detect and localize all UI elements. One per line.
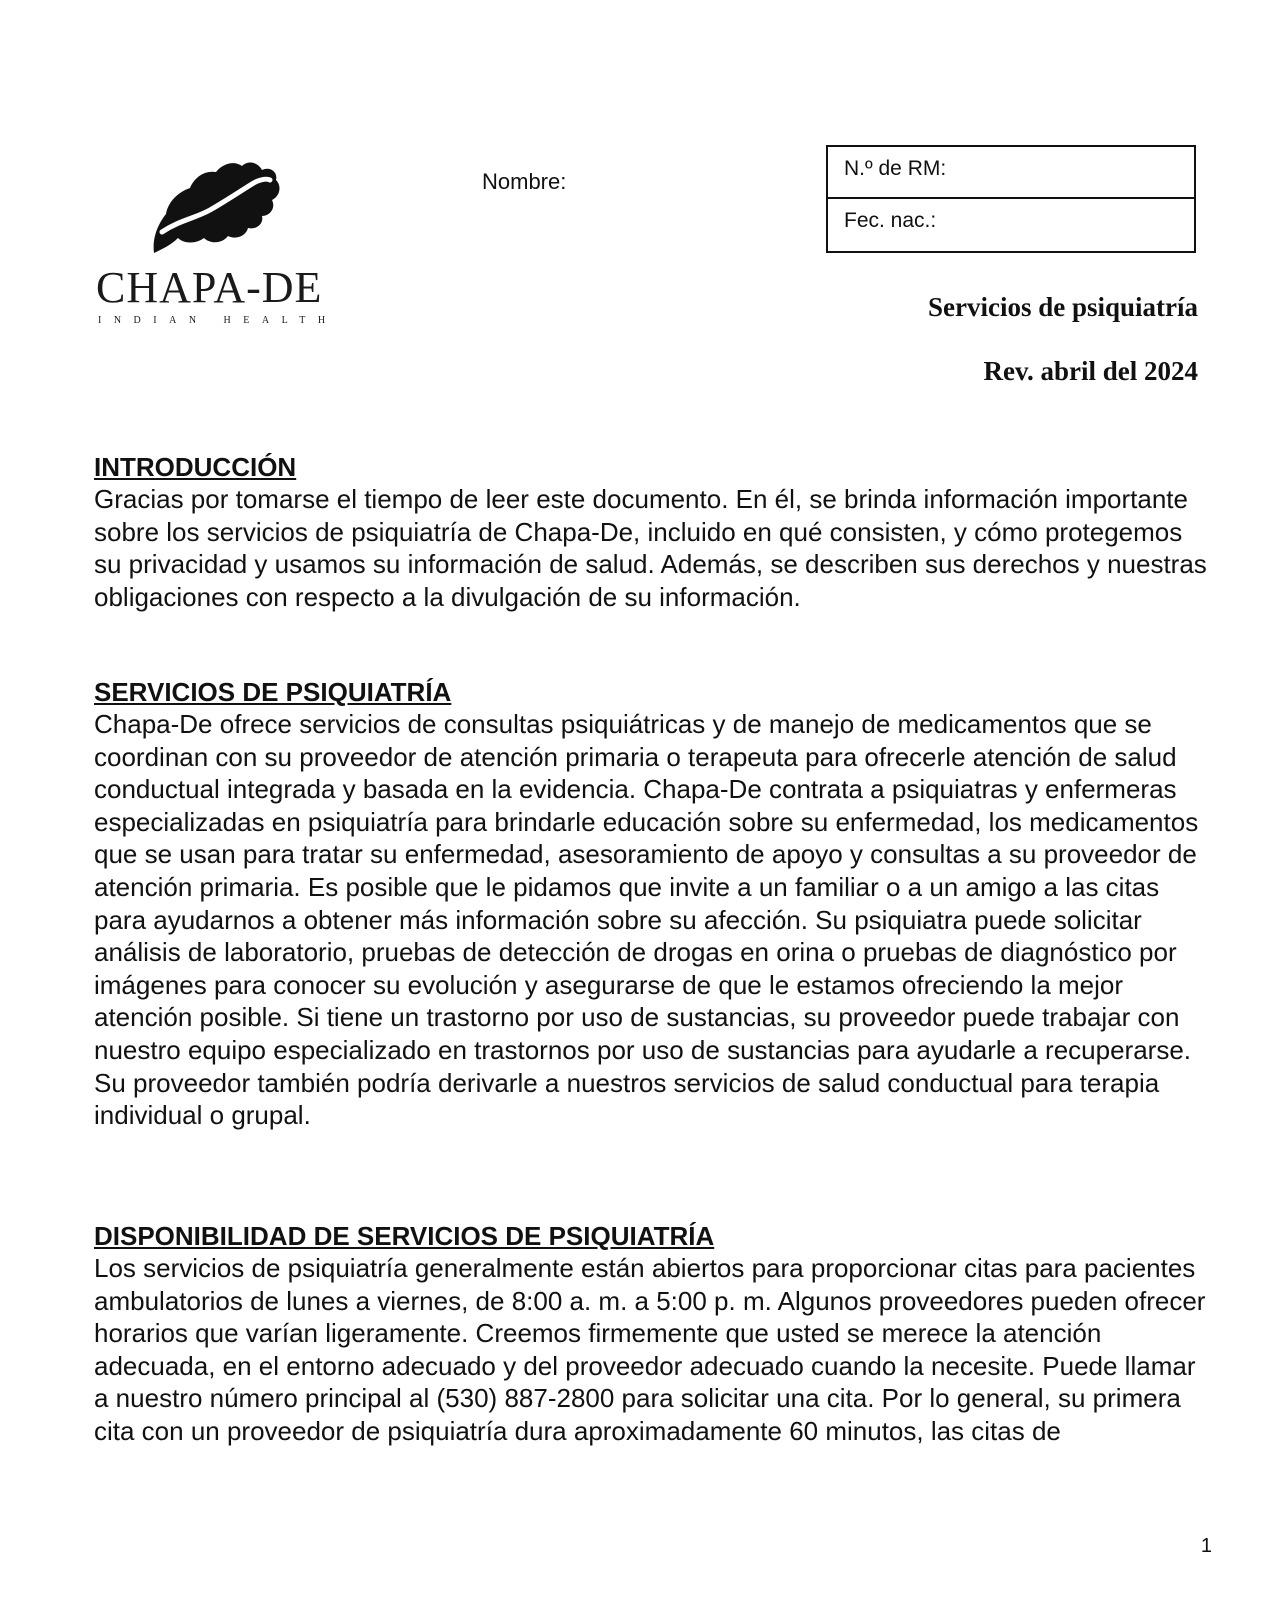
section-title: DISPONIBILIDAD DE SERVICIOS DE PSIQUIATRÍA	[94, 1221, 715, 1251]
section-title: INTRODUCCIÓN	[94, 452, 297, 482]
document-title: Servicios de psiquiatría	[927, 292, 1198, 322]
section-disponibilidad	[94, 1220, 1214, 1448]
section-body: Chapa-De ofrece servicios de consultas psiquiátricas y de manejo de medicamentos que se coordinan con su proveedor de atención primaria o terapeuta para ofrecerle atención de salud conductual integrada y basada en la evidencia. Chapa-De contrata a psiquiatras y enfermeras especializadas en psiquiatría para brindarle educación sobre su enfermedad, los medicamentos que se usan para tratar su enfermedad, asesoramiento de apoyo y consultas a su proveedor de atención primaria. Es posible que le pidamos que invite a un familiar o a un amigo a las citas para ayudarnos a obtener más información sobre su afección. Su psiquiatra puede solicitar análisis de laboratorio, pruebas de detección de drogas en orina o pruebas de diagnóstico por imágenes para conocer su evolución y asegurarse de que le estamos ofreciendo la mejor atención posible. Si tiene un trastorno por uso de sustancias, su proveedor puede trabajar con nuestro equipo especializado en trastornos por uso de sustancias para ayudarle a recuperarse. Su proveedor también podría derivarle a nuestros servicios de salud conductual para terapia individual o grupal.	[94, 709, 1199, 1131]
patient-id-box	[826, 145, 1196, 253]
revision-date: Rev. abril del 2024	[983, 356, 1198, 386]
section-servicios	[94, 676, 1214, 1132]
chapa-de-logo	[96, 158, 338, 328]
page-number: 1	[1200, 1535, 1212, 1557]
oak-leaf-icon	[144, 158, 284, 258]
nombre-label: Nombre:	[482, 169, 567, 194]
logo-wordmark: CHAPA-DE	[96, 263, 323, 312]
section-body: Gracias por tomarse el tiempo de leer este documento. En él, se brinda información importante sobre los servicios de psiquiatría de Chapa-De, incluido en qué consisten, y cómo protegemos su privacidad y usamos su información de salud. Además, se describen sus derechos y nuestras obligaciones con respecto a la divulgación de su información.	[94, 484, 1207, 612]
section-title: SERVICIOS DE PSIQUIATRÍA	[94, 677, 452, 707]
dob-field: Fec. nac.:	[844, 209, 937, 232]
section-introduccion	[94, 451, 1214, 613]
logo-subtitle: INDIAN HEALTH	[98, 315, 338, 326]
rm-number-field: N.º de RM:	[828, 147, 1194, 199]
section-body: Los servicios de psiquiatría generalmente están abiertos para proporcionar citas para pacientes ambulatorios de lunes a viernes, de 8:00 a. m. a 5:00 p. m. Algunos proveedores pueden ofrecer horarios que varían ligeramente. Creemos firmemente que usted se merece la atención adecuada, en el entorno adecuado y del proveedor adecuado cuando la necesite. Puede llamar a nuestro número principal al (530) 887-2800 para solicitar una cita. Por lo general, su primera cita con un proveedor de psiquiatría dura aproximadamente 60 minutos, las citas de	[94, 1253, 1206, 1446]
